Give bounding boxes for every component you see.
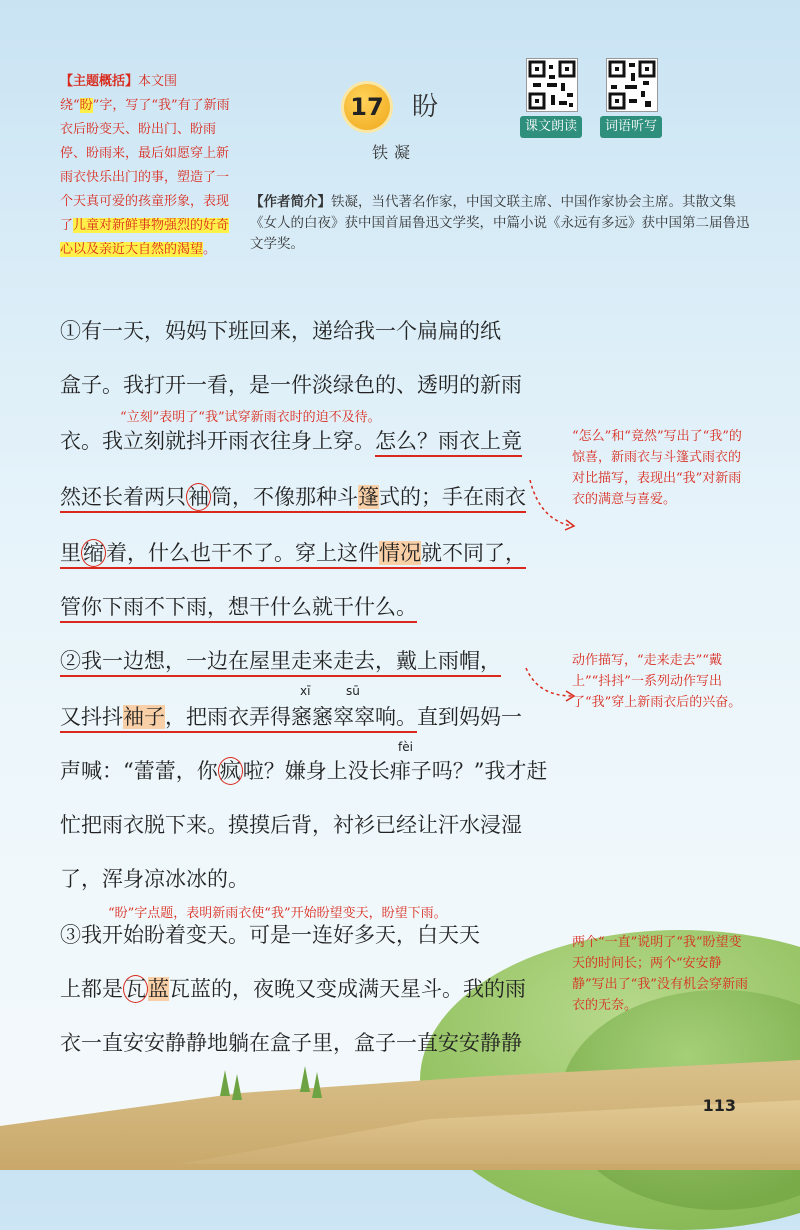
qr-label-dictation[interactable]: 词语听写 xyxy=(600,116,662,138)
side-annotation: 动作描写，“走来走去”“戴上”“抖抖”一系列动作写出了“我”穿上新雨衣后的兴奋。 xyxy=(572,653,742,710)
inline-annotation: “盼”字点题，表明新雨衣使“我”开始盼望变天，盼望下雨。 xyxy=(108,906,447,921)
theme-summary: 【主题概括】本文围绕“盼”字，写了“我”有了新雨衣后盼变天、盼出门、盼雨停、盼雨来，最后如愿穿上新雨衣快乐出门的事，塑造了一个天真可爱的孩童形象，表现了儿童对新鲜事物强烈的好奇心以及亲近大自然的渴望。 xyxy=(60,74,230,257)
text-line: 上都是瓦蓝瓦蓝的，夜晚又变成满天星斗。我的雨 xyxy=(60,977,526,1001)
circled-character: 袖 xyxy=(188,485,209,509)
shaded-word: 情况 xyxy=(379,541,421,565)
author-name: 铁凝 xyxy=(372,143,417,162)
circled-character: 瓦 xyxy=(125,977,146,1001)
pinyin: sū xyxy=(346,684,360,698)
lesson-number-badge: 17 xyxy=(344,84,390,130)
underlined-phrase: ②我一边想，一边在屋里走来走去，戴上雨帽， xyxy=(60,649,501,677)
summary-highlight: 儿童对新鲜事物强烈的好奇心以及亲近大自然的渴望 xyxy=(60,218,230,257)
underlined-phrase: 管你下雨不下雨，想干什么就干什么。 xyxy=(60,595,417,623)
text-line xyxy=(60,538,526,568)
pinyin: xī xyxy=(300,684,311,698)
text-line: 声喊：“蕾蕾，你疯啦？嫌身上没长痱子吗？”我才赶 xyxy=(60,759,548,783)
side-annotation: “怎么”和“竟然”写出了“我”的惊喜，新雨衣与斗篷式雨衣的对比描写，表现出“我”对新雨衣的满意与喜爱。 xyxy=(572,429,742,507)
text-line: ①有一天，妈妈下班回来，递给我一个扁扁的纸 xyxy=(60,319,501,343)
summary-key-character: 盼 xyxy=(79,98,93,113)
summary-label: 【主题概括】 xyxy=(60,74,139,89)
grass-decoration xyxy=(312,1072,322,1098)
author-intro xyxy=(250,192,750,255)
text-line: 衣。我立刻就抖开雨衣往身上穿。怎么？雨衣上竟 xyxy=(60,426,522,456)
author-intro-text: 铁凝，当代著名作家，中国文联主席、中国作家协会主席。其散文集《女人的白夜》获中国首届鲁迅文学奖，中篇小说《永远有多远》获中国第二届鲁迅文学奖。 xyxy=(250,194,750,252)
text-line: 又抖抖袖子，把雨衣弄得窸窸窣窣响。直到妈妈一 xyxy=(60,702,522,732)
circled-character: 缩 xyxy=(83,541,104,565)
text-line xyxy=(60,592,417,622)
text-line: 忙把雨衣脱下来。摸摸后背，衬衫已经让汗水浸湿 xyxy=(60,813,522,837)
page-number: 113 xyxy=(702,1096,736,1115)
circled-character: 疯 xyxy=(219,759,241,783)
annotation-arrow xyxy=(520,470,580,540)
grass-decoration xyxy=(232,1074,242,1100)
text-line: 了，浑身凉冰冰的。 xyxy=(60,867,249,891)
underlined-phrase: 又抖抖袖子，把雨衣弄得窸窸窣窣响。 xyxy=(60,705,417,733)
qr-label-reading[interactable]: 课文朗读 xyxy=(520,116,582,138)
text-line xyxy=(60,646,501,676)
author-intro-label: 【作者简介】 xyxy=(250,194,331,210)
shaded-character: 蓝 xyxy=(148,977,169,1001)
shaded-word: 袖子 xyxy=(123,705,165,729)
grass-decoration xyxy=(300,1066,310,1092)
text-line: 盒子。我打开一看，是一件淡绿色的、透明的新雨 xyxy=(60,373,522,397)
text-line: ③我开始盼着变天。可是一连好多天，白天天 xyxy=(60,923,480,947)
annotation-arrow xyxy=(520,660,580,710)
qr-code-icon[interactable] xyxy=(606,58,658,112)
underlined-phrase: 然还长着两只袖筒，不像那种斗篷式的；手在雨衣 xyxy=(60,485,526,513)
text-line xyxy=(60,482,526,512)
underlined-phrase: 里缩着，什么也干不了。穿上这件情况就不同了， xyxy=(60,541,526,569)
text-line: 衣一直安安静静地躺在盒子里，盒子一直安安静静 xyxy=(60,1031,522,1055)
grass-decoration xyxy=(220,1070,230,1096)
side-annotation: 两个“一直”说明了“我”盼望变天的时间长；两个“安安静静”写出了“我”没有机会穿新雨衣的无奈。 xyxy=(572,935,748,1013)
qr-code-icon[interactable] xyxy=(526,58,578,112)
underlined-phrase: 怎么？雨衣上竟 xyxy=(375,429,522,457)
lesson-title: 盼 xyxy=(412,92,439,122)
pinyin: fèi xyxy=(398,740,413,754)
inline-annotation: “立刻”表明了“我”试穿新雨衣时的迫不及待。 xyxy=(120,410,381,425)
shaded-character: 篷 xyxy=(358,485,379,509)
